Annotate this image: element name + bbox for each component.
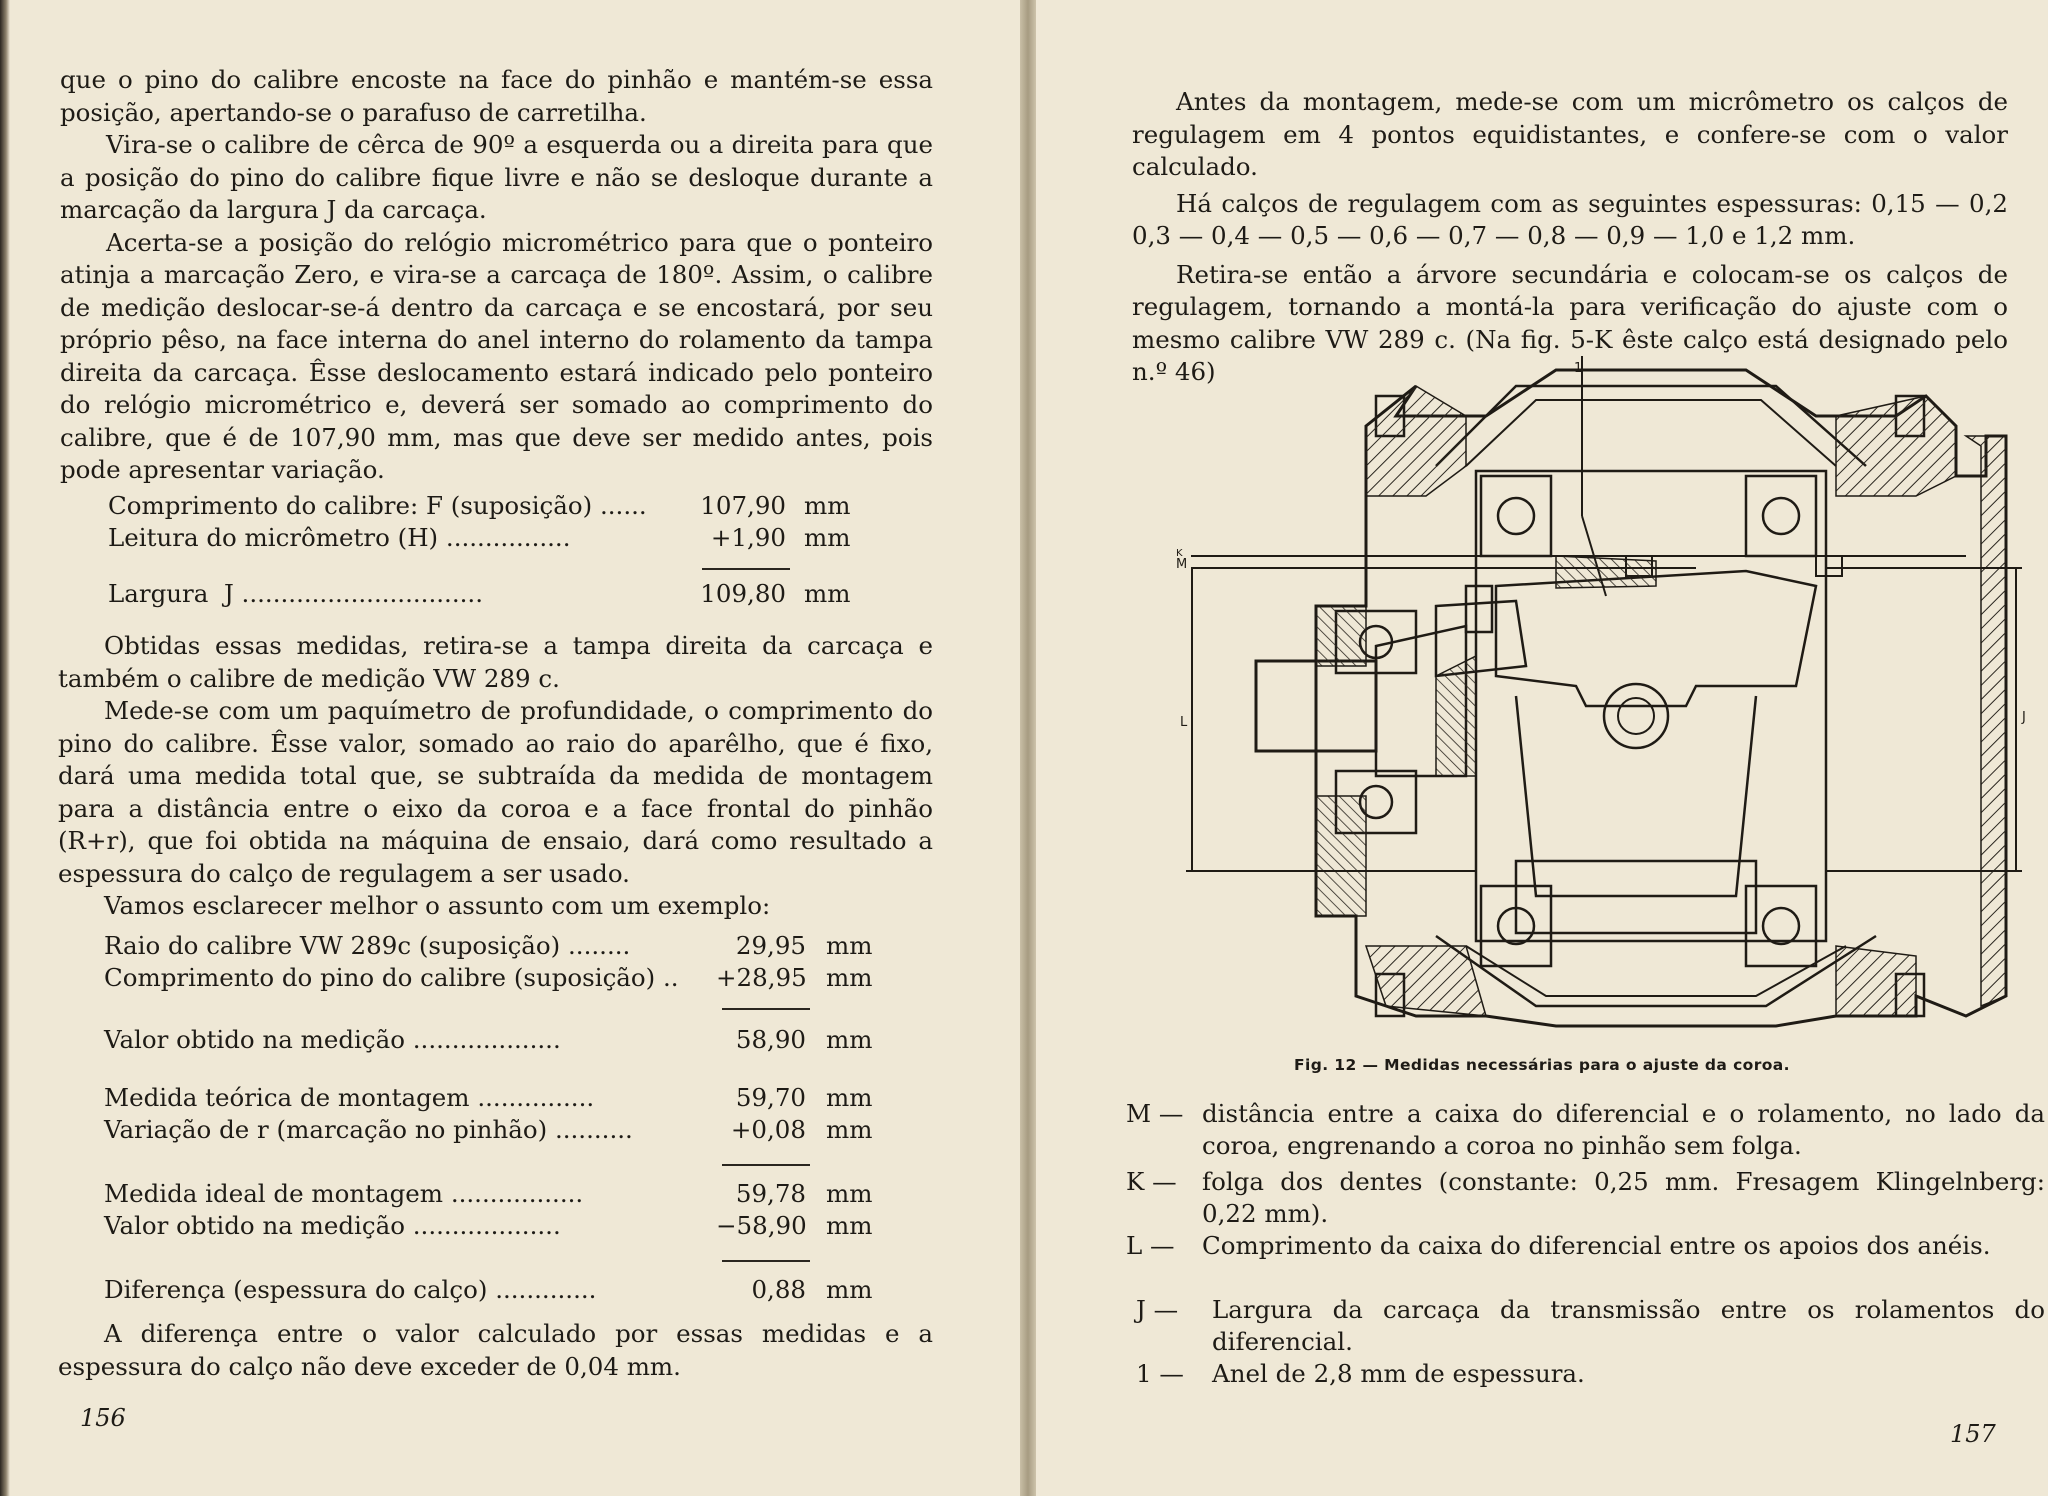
legend-item (1110, 1166, 2045, 1228)
sum-rule (702, 568, 790, 570)
calc-unit: mm (826, 1025, 873, 1054)
calc-value: 0,88 (751, 1275, 806, 1304)
legend-item (1110, 1230, 2045, 1292)
calc-row (104, 1210, 894, 1242)
legend-key: 1 — (1136, 1359, 1184, 1388)
calc-value: +0,08 (730, 1115, 806, 1144)
sum-rule (722, 1260, 810, 1262)
calc-label: Valor obtido na medição ................... (104, 1025, 561, 1054)
calc-label: Diferença (espessura do calço) ............. (104, 1275, 597, 1304)
calc-label: Valor obtido na medição ................... (104, 1211, 561, 1240)
paragraph: Antes da montagem, mede-se com um micrômetro os calços de regulagem em 4 pontos equidistantes, e confere-se com o valor calculado. (1132, 87, 2008, 181)
left-middle-text (58, 630, 933, 923)
calc-value: 29,95 (735, 931, 806, 960)
calc-row (104, 1024, 894, 1056)
paragraph: Vira-se o calibre de cêrca de 90º a esquerda ou a direita para que a posição do pino do calibre fique livre e não se desloque durante a marcação da largura J da carcaça. (60, 130, 933, 224)
calc-unit: mm (826, 1211, 873, 1240)
calc-value: 59,78 (735, 1179, 806, 1208)
paragraph: Obtidas essas medidas, retira-se a tampa direita da carcaça e também o calibre de medição VW 289 c. (58, 631, 933, 693)
calc-block-width (108, 490, 868, 620)
differential-diagram (1136, 356, 2036, 1032)
figure-label-k: K (1176, 548, 1183, 559)
calc-label: Medida ideal de montagem ................. (104, 1179, 584, 1208)
paragraph: Retira-se então a árvore secundária e colocam-se os calços de regulagem, tornando a montá-la para verificação do ajuste com o mesmo calibre VW 289 c. (Na fig. 5-K êste calço está designado pelo n.º 46) (1132, 259, 2008, 386)
calc-row (104, 1274, 894, 1306)
figure-label-1: 1 (1574, 361, 1583, 376)
paragraph: Mede-se com um paquímetro de profundidade, o comprimento do pino do calibre. Êsse valor, somado ao raio do aparêlho, que é fixo, dará uma medida total que, se subtraída da medida de montagem para a distância entre o eixo da coroa e a face frontal do pinhão (R+r), que foi obtida na máquina de ensaio, dará como resultado a espessura do calço de regulagem a ser usado. (58, 696, 933, 888)
figure-label-j: J (2022, 710, 2026, 725)
figure-legend (1110, 1098, 2045, 1394)
legend-item (1110, 1358, 2045, 1392)
legend-text: Comprimento da caixa do diferencial entre os apoios dos anéis. (1202, 1231, 1991, 1260)
calc-unit: mm (826, 1275, 873, 1304)
calc-label: Largura J ............................... (108, 579, 483, 608)
right-intro-text (1132, 86, 2008, 389)
calc-unit: mm (826, 963, 873, 992)
calc-value: −58,90 (716, 1211, 807, 1240)
calc-label: Raio do calibre VW 289c (suposição) ........ (104, 931, 631, 960)
legend-key: L — (1126, 1231, 1175, 1260)
left-intro-text (60, 64, 933, 487)
paragraph: Vamos esclarecer melhor o assunto com um exemplo: (104, 891, 771, 920)
legend-text: distância entre a caixa do diferencial e o rolamento, no lado da coroa, engrenando a coroa no pinhão sem folga. (1202, 1099, 2045, 1160)
legend-item (1110, 1294, 2045, 1356)
calc-value: 58,90 (735, 1025, 806, 1054)
calc-label: Variação de r (marcação no pinhão) .......... (104, 1115, 633, 1144)
calc-label: Comprimento do pino do calibre (suposição) .. (104, 963, 679, 992)
calc-unit: mm (804, 491, 851, 520)
legend-key: M — (1126, 1099, 1184, 1128)
paragraph: Há calços de regulagem com as seguintes espessuras: 0,15 — 0,2 0,3 — 0,4 — 0,5 — 0,6 — 0,7 — 0,8 — 0,9 — 1,0 e 1,2 mm. (1132, 188, 2008, 250)
calc-label: Leitura do micrômetro (H) ................ (108, 523, 571, 552)
paragraph: A diferença entre o valor calculado por essas medidas e a espessura do calço não deve exceder de 0,04 mm. (58, 1319, 933, 1381)
legend-text: Anel de 2,8 mm de espessura. (1212, 1359, 1585, 1388)
calc-row (104, 962, 894, 994)
figure-label-l: L (1180, 715, 1188, 730)
right-page (1036, 0, 2048, 1496)
calc-unit: mm (826, 1115, 873, 1144)
calc-unit: mm (804, 579, 851, 608)
left-closing-text (58, 1318, 933, 1383)
legend-text: Largura da carcaça da transmissão entre os rolamentos do diferencial. (1212, 1295, 2045, 1356)
calc-unit: mm (826, 1083, 873, 1112)
calc-label: Medida teórica de montagem ............... (104, 1083, 595, 1112)
legend-item (1110, 1098, 2045, 1164)
sum-rule (722, 1008, 810, 1010)
figure-caption: Fig. 12 — Medidas necessárias para o ajuste da coroa. (1294, 1056, 1790, 1074)
calc-row (108, 578, 868, 610)
calc-value: 109,80 (700, 579, 786, 608)
legend-text: folga dos dentes (constante: 0,25 mm. Fresagem Klingelnberg: 0,22 mm). (1202, 1167, 2045, 1228)
calc-label: Comprimento do calibre: F (suposição) ...... (108, 491, 647, 520)
page-number: 157 (1950, 1420, 1996, 1448)
calc-row (108, 522, 868, 554)
calc-value: 59,70 (735, 1083, 806, 1112)
calc-row (104, 930, 894, 962)
book-edge (0, 0, 10, 1496)
legend-key: K — (1126, 1167, 1177, 1196)
legend-key: J — (1136, 1295, 1179, 1324)
paragraph: Acerta-se a posição do relógio micrométrico para que o ponteiro atinja a marcação Zero, e vira-se a carcaça de 180º. Assim, o calibre de medição deslocar-se-á dentro da carcaça e se encostará, por seu próprio pêso, na face interna do anel interno do rolamento da tampa direita da carcaça. Êsse deslocamento estará indicado pelo ponteiro do relógio micrométrico e, deverá ser somado ao comprimento do calibre, que é de 107,90 mm, mas que deve ser medido antes, pois pode apresentar variação. (60, 227, 933, 484)
calc-value: +1,90 (710, 523, 786, 552)
figure-label-m: M (1176, 557, 1188, 572)
sum-rule (722, 1164, 810, 1166)
gutter (1020, 0, 1036, 1496)
paragraph: que o pino do calibre encoste na face do pinhão e mantém-se essa posição, apertando-se o parafuso de carretilha. (60, 65, 933, 127)
calc-row (104, 1082, 894, 1114)
calc-block-shim (104, 930, 894, 1310)
left-page (0, 0, 1020, 1496)
page-number: 156 (80, 1404, 126, 1432)
calc-value: 107,90 (700, 491, 786, 520)
calc-value: +28,95 (716, 963, 807, 992)
calc-unit: mm (826, 1179, 873, 1208)
calc-row (108, 490, 868, 522)
calc-unit: mm (826, 931, 873, 960)
calc-row (104, 1178, 894, 1210)
calc-unit: mm (804, 523, 851, 552)
calc-row (104, 1114, 894, 1146)
